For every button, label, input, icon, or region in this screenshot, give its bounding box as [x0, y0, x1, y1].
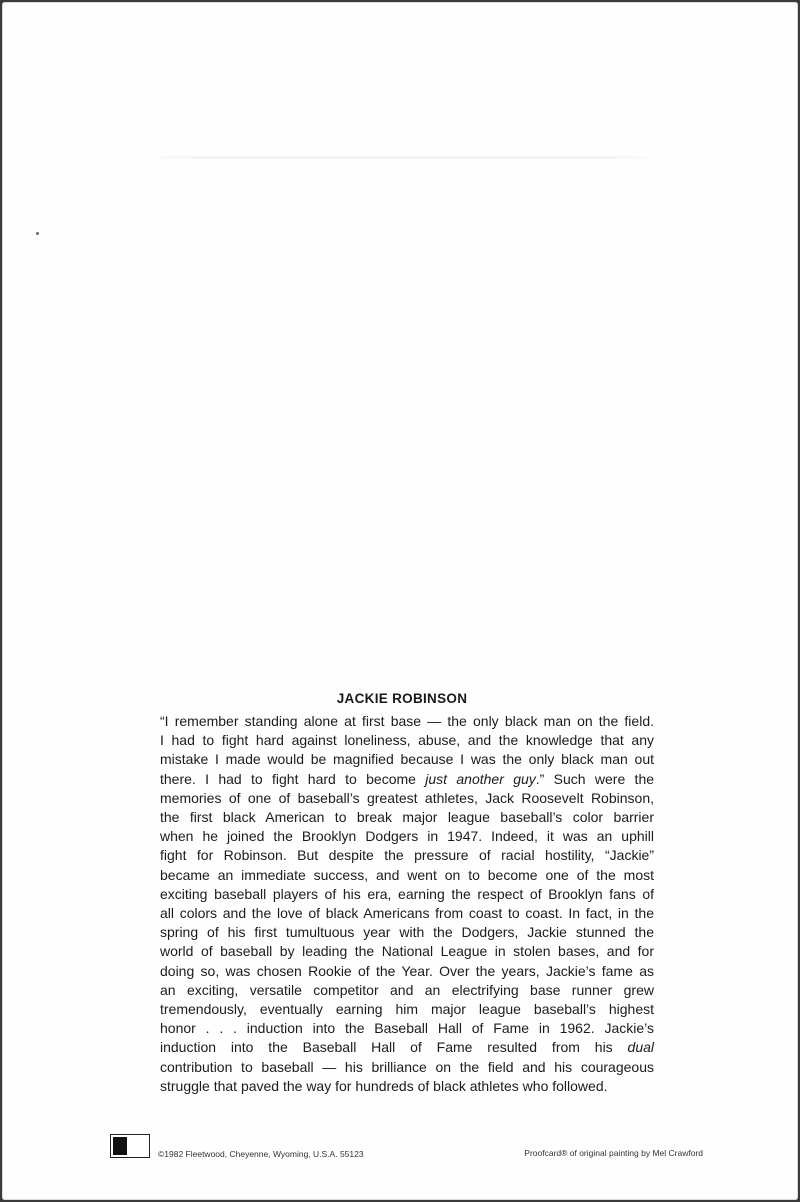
paragraph-line [160, 731, 654, 750]
text-segment: world of baseball by leading the National League in stolen bases, and for [160, 943, 654, 960]
text-segment: contribution to baseball — his brilliance on the field and his courageous [160, 1058, 654, 1075]
paragraph-line [160, 942, 654, 961]
text-segment: fight for Robinson. But despite the pressure of racial hostility, “Jackie” [160, 847, 654, 864]
biography-paragraph [160, 712, 654, 1096]
paragraph-line [160, 1077, 654, 1096]
text-segment: there. I had to fight hard to become [160, 770, 426, 787]
text-segment: the first black American to break major league baseball’s color barrier [160, 809, 654, 826]
text-segment: an exciting, versatile competitor and an electrifying base runner grew [160, 981, 654, 998]
text-segment: became an immediate success, and went on to become one of the most [160, 866, 654, 883]
paragraph-line [160, 866, 654, 885]
paragraph-line [160, 846, 654, 865]
text-segment: I had to fight hard against loneliness, abuse, and the knowledge that any [160, 732, 654, 749]
paragraph-line [160, 981, 654, 1000]
paragraph-line [160, 827, 654, 846]
fleetwood-logo-icon [110, 1134, 150, 1158]
paragraph-line [160, 750, 654, 769]
text-segment: induction into the Baseball Hall of Fame resulted from his [160, 1039, 628, 1056]
paragraph-line [160, 808, 654, 827]
paragraph-line [160, 885, 654, 904]
italic-text: dual [627, 1039, 654, 1056]
text-segment: “I remember standing alone at first base — the only black man on the field. [160, 713, 654, 729]
postcard-back [2, 2, 798, 1200]
paragraph-line [160, 712, 654, 731]
italic-text: just another guy [425, 770, 536, 787]
dust-speck [36, 232, 39, 235]
painting-credit: Proofcard® of original painting by Mel Crawford [524, 1148, 703, 1158]
paragraph-line [160, 923, 654, 942]
paragraph-line [160, 1038, 654, 1057]
paragraph-line [160, 1019, 654, 1038]
faint-divider [142, 156, 664, 159]
text-segment: all colors and the love of black Americans from coast to coast. In fact, in the [160, 905, 654, 922]
paragraph-line [160, 770, 654, 789]
text-segment: struggle that paved the way for hundreds of black athletes who followed. [160, 1077, 608, 1094]
logo-block [113, 1137, 127, 1155]
text-segment: exciting baseball players of his era, earning the respect of Brooklyn fans of [160, 885, 654, 902]
card-title: JACKIE ROBINSON [336, 691, 468, 706]
copyright-notice: ©1982 Fleetwood, Cheyenne, Wyoming, U.S.A. 55123 [158, 1149, 364, 1159]
paragraph-line [160, 904, 654, 923]
text-segment: .” Such were the [535, 770, 655, 787]
text-segment: doing so, was chosen Rookie of the Year. Over the years, Jackie’s fame as [160, 962, 654, 979]
text-segment: honor . . . induction into the Baseball Hall of Fame in 1962. Jackie’s [160, 1020, 654, 1037]
text-segment: mistake I made would be magnified because I was the only black man out [160, 751, 654, 768]
text-segment: spring of his first tumultuous year with the Dodgers, Jackie stunned the [160, 924, 654, 941]
paragraph-line [160, 962, 654, 981]
text-segment: tremendously, eventually earning him major league baseball’s highest [160, 1001, 654, 1018]
paragraph-line [160, 789, 654, 808]
paragraph-line [160, 1000, 654, 1019]
paragraph-line [160, 1058, 654, 1077]
text-segment: when he joined the Brooklyn Dodgers in 1947. Indeed, it was an uphill [160, 828, 654, 845]
text-segment: memories of one of baseball’s greatest athletes, Jack Roosevelt Robinson, [160, 789, 654, 806]
